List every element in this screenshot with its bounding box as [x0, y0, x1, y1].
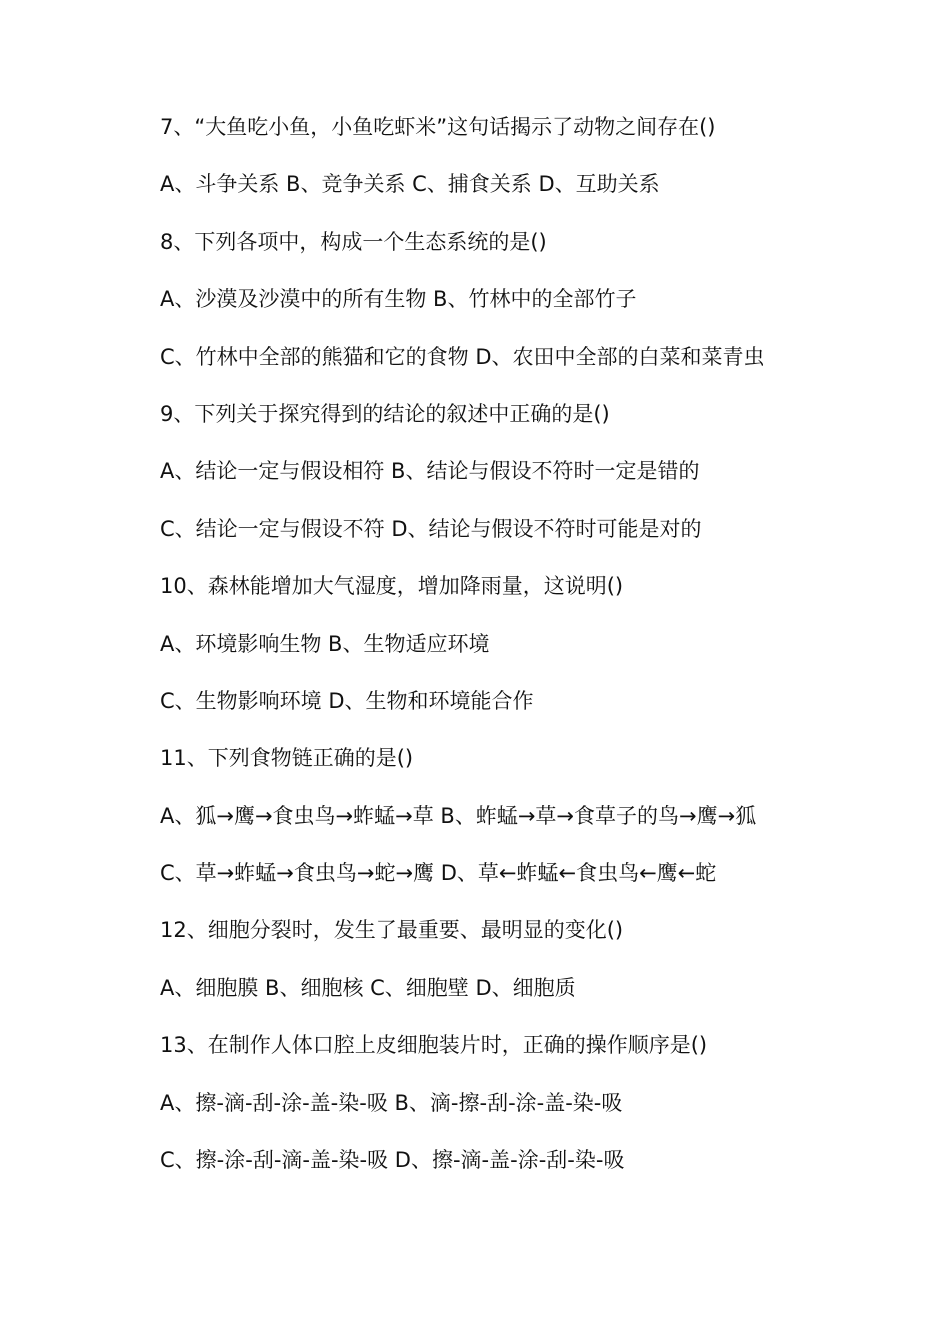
question-9: 9、下列关于探究得到的结论的叙述中正确的是() — [160, 401, 610, 426]
question-13-options-cd: C、擦-涂-刮-滴-盖-染-吸 D、擦-滴-盖-涂-刮-染-吸 — [160, 1148, 625, 1173]
question-13-options-ab: A、擦-滴-刮-涂-盖-染-吸 B、滴-擦-刮-涂-盖-染-吸 — [160, 1090, 623, 1115]
question-8-options-ab: A、沙漠及沙漠中的所有生物 B、竹林中的全部竹子 — [160, 287, 637, 312]
question-10: 10、森林能增加大气湿度，增加降雨量，这说明() — [160, 574, 624, 599]
question-7: 7、“大鱼吃小鱼，小鱼吃虾米”这句话揭示了动物之间存在() — [160, 115, 716, 139]
question-11: 11、下列食物链正确的是() — [160, 746, 414, 771]
question-9-options-ab: A、结论一定与假设相符 B、结论与假设不符时一定是错的 — [160, 459, 700, 484]
question-9-options-cd: C、结论一定与假设不符 D、结论与假设不符时可能是对的 — [160, 516, 702, 541]
question-12: 12、细胞分裂时，发生了最重要、最明显的变化() — [160, 918, 624, 943]
question-8: 8、下列各项中，构成一个生态系统的是() — [160, 229, 547, 254]
question-8-options-cd: C、竹林中全部的熊猫和它的食物 D、农田中全部的白菜和菜青虫 — [160, 344, 765, 369]
question-10-options-cd: C、生物影响环境 D、生物和环境能合作 — [160, 688, 534, 713]
question-11-options-cd: C、草→蚱蜢→食虫鸟→蛇→鹰 D、草←蚱蜢←食虫鸟←鹰←蛇 — [160, 861, 717, 886]
question-list — [160, 103, 930, 1193]
question-13: 13、在制作人体口腔上皮细胞装片时，正确的操作顺序是() — [160, 1033, 708, 1058]
question-12-options: A、细胞膜 B、细胞核 C、细胞壁 D、细胞质 — [160, 975, 576, 1000]
question-10-options-ab: A、环境影响生物 B、生物适应环境 — [160, 631, 490, 656]
question-11-options-ab: A、狐→鹰→食虫鸟→蚱蜢→草 B、蚱蜢→草→食草子的鸟→鹰→狐 — [160, 803, 757, 828]
question-7-options: A、斗争关系 B、竞争关系 C、捕食关系 D、互助关系 — [160, 172, 660, 197]
